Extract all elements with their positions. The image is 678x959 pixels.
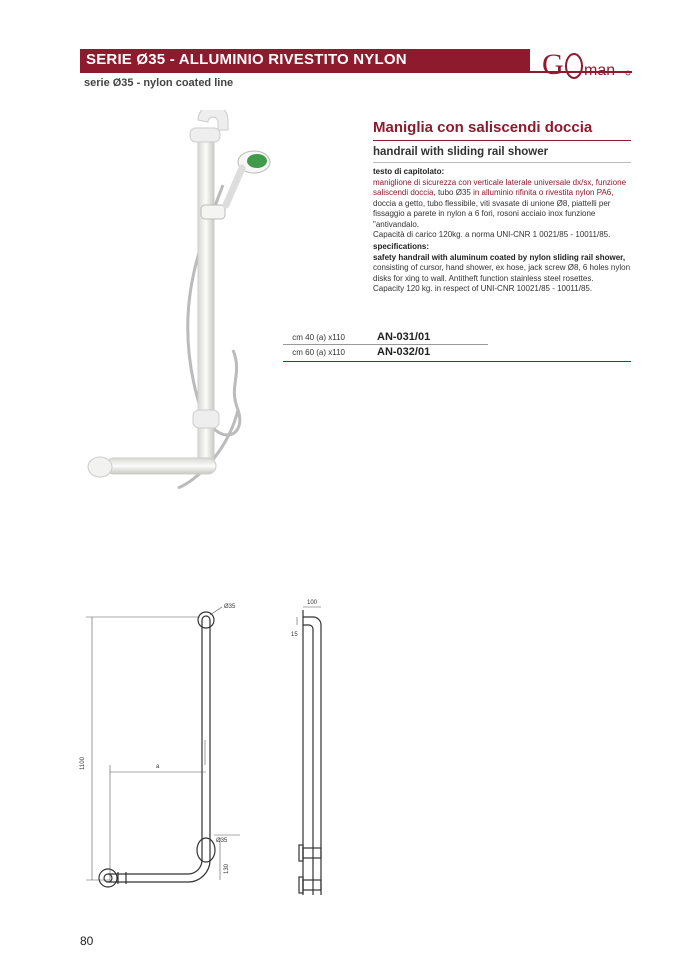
logo-man: man bbox=[584, 62, 616, 79]
dimension-130: 130 bbox=[224, 863, 230, 874]
variant-code-2: AN-032/01 bbox=[377, 346, 431, 358]
subtitle-divider bbox=[373, 162, 631, 163]
variant-row-line-1 bbox=[283, 344, 488, 345]
side-outline bbox=[303, 617, 321, 895]
dimension-100: 100 bbox=[307, 600, 318, 606]
italian-spec bbox=[373, 167, 631, 241]
dimension-d35-bottom: Ø35 bbox=[216, 838, 228, 844]
top-bracket bbox=[198, 110, 228, 130]
logo-registered bbox=[626, 71, 630, 75]
lower-bracket bbox=[193, 410, 219, 428]
variant-code-1: AN-031/01 bbox=[377, 331, 431, 343]
page-number: 80 bbox=[80, 934, 94, 948]
english-spec-heading: specifications: bbox=[373, 242, 430, 251]
technical-drawing-front bbox=[70, 590, 270, 910]
variant-row-line-2 bbox=[283, 361, 631, 362]
series-subtitle: serie Ø35 - nylon coated line bbox=[84, 77, 234, 89]
end-rosette bbox=[88, 457, 112, 477]
horizontal-rail bbox=[106, 458, 216, 474]
shower-head-green bbox=[247, 154, 267, 168]
shower-handle bbox=[226, 168, 242, 205]
italian-spec-body: doccia a getto, tubo flessibile, viti svasate di unione Ø8, piattelli per fissaggio a parete in nylon a 6 fori, rosoni acciaio inox funzione "antivandalo. bbox=[373, 198, 611, 229]
front-outline-outer bbox=[108, 620, 202, 874]
italian-spec-tube: tubo Ø35 bbox=[437, 188, 471, 197]
italian-spec-red: maniglione di sicurezza con verticale laterale universale dx/sx, funzione saliscendi doccia, bbox=[373, 177, 627, 197]
product-title: Maniglia con saliscendi doccia bbox=[373, 119, 593, 136]
english-spec-body: consisting of cursor, hand shower, ex hose, jack screw Ø8, 6 holes nylon disks for xing to wall. Antitheft function stainless steel rosettes. bbox=[373, 263, 631, 283]
series-title: SERIE Ø35 - ALLUMINIO RIVESTITO NYLON bbox=[86, 51, 407, 68]
dimension-15: 15 bbox=[291, 632, 298, 638]
italian-spec-capacity: Capacità di carico 120kg. a norma UNI-CNR 1 0021/85 - 10011/85. bbox=[373, 230, 611, 239]
technical-drawing-side bbox=[285, 595, 345, 905]
variant-dim-1: cm 40 (a) x110 bbox=[292, 333, 345, 342]
italian-spec-red2: in alluminio rifinita o rivestita nylon PA6, bbox=[473, 188, 614, 197]
product-subtitle: handrail with sliding rail shower bbox=[373, 146, 549, 158]
english-spec-capacity: Capacity 120 kg. in respect of UNI-CNR 10021/85 - 10011/85. bbox=[373, 284, 593, 293]
product-photo bbox=[78, 110, 278, 500]
english-spec-bold: safety handrail with aluminum coated by nylon sliding rail shower, bbox=[373, 252, 626, 262]
dimension-a: a bbox=[156, 764, 160, 770]
series-title-banner bbox=[80, 49, 530, 71]
logo-o-ring bbox=[566, 54, 582, 78]
italian-spec-heading: testo di capitolato: bbox=[373, 167, 445, 176]
goman-logo bbox=[540, 42, 635, 82]
dimension-d35-top: Ø35 bbox=[224, 604, 236, 610]
slider-cursor bbox=[201, 205, 225, 219]
variant-dim-2: cm 60 (a) x110 bbox=[292, 348, 345, 357]
logo-letter-g: G bbox=[542, 48, 564, 81]
title-divider bbox=[373, 140, 631, 141]
english-spec bbox=[373, 242, 631, 295]
dimension-1100: 1100 bbox=[80, 757, 86, 770]
